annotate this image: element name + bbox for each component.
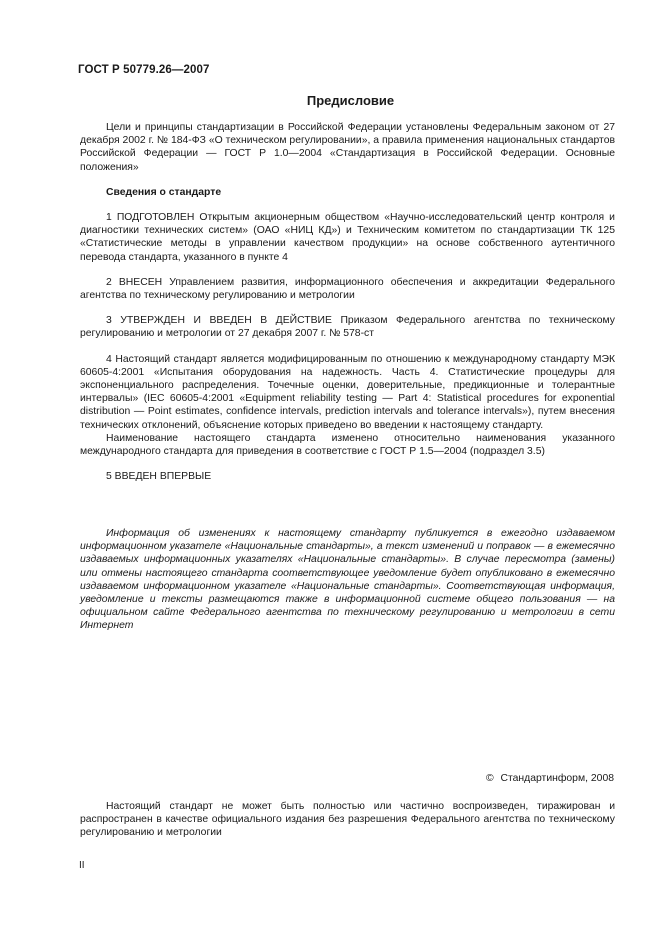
item-2-paragraph: 2 ВНЕСЕН Управлением развития, информационного обеспечения и аккредитации Федерального агентства по техническому регулированию и метрологии <box>80 276 615 302</box>
update-notice <box>80 527 615 633</box>
item-1-paragraph: 1 ПОДГОТОВЛЕН Открытым акционерным обществом «Научно-исследовательский центр контроля и диагностики технических систем» (ОАО «НИЦ КД») и Техническим комитетом по стандартизации ТК 125 «Статистические методы в управлении качеством продукции» на основе собственного аутентичного перевода стандарта, указанного в пункте 4 <box>80 212 615 263</box>
copyright-line <box>486 773 614 784</box>
page-title: Предисловие <box>306 93 395 108</box>
legal-notice <box>80 800 615 840</box>
item-3-paragraph: 3 УТВЕРЖДЕН И ВВЕДЕН В ДЕЙСТВИЕ Приказом Федерального агентства по техническому регулированию и метрологии от 27 декабря 2007 г. № 578-ст <box>80 315 615 340</box>
notice-paragraph: Информация об изменениях к настоящему стандарту публикуется в ежегодно издаваемом информационном указателе «Национальные стандарты», а текст изменений и поправок — в ежемесячно издаваемых информационных указателях «Национальные стандарты». В случае пересмотра (замены) или отмены настоящего стандарта соответствующее уведомление будет опубликовано в ежемесячно издаваемом информационном указателе «Национальные стандарты». Соответствующая информация, уведомление и тексты размещаются также в информационной системе общего пользования — на официальном сайте Федерального агентства по техническому регулированию и метрологии в сети Интернет <box>80 528 615 632</box>
legal-paragraph: Настоящий стандарт не может быть полностью или частично воспроизведен, тиражирован и распространен в качестве официального издания без разрешения Федерального агентства по техническому регулированию и метрологии <box>80 801 615 839</box>
section-heading: Сведения о стандарте <box>106 186 222 198</box>
page-number: II <box>79 860 85 871</box>
item-4-paragraph: 4 Настоящий стандарт является модифицированным по отношению к международному стандарту МЭК 60605-4:2001 «Испытания оборудования на надежность. Часть 4. Статистические процедуры для экспоненциального распределения. Точечные оценки, доверительные, предикционные и толерантные интервалы» (IEC 60605-4:2001 «Equipment reliability testing — Part 4: Statistical procedures for exponential distribution — Point estimates, confidence intervals, prediction intervals and tolerance intervals»), путем внесения технических отклонений, объяснение которых приведено во введении к настоящему стандарту. <box>80 353 615 431</box>
intro-paragraph: Цели и принципы стандартизации в Российской Федерации установлены Федеральным законом от 27 декабря 2002 г. № 184-ФЗ «О техническом регулировании», а правила применения национальных стандартов Российской Федерации — ГОСТ Р 1.0—2004 «Стандартизация в Российской Федерации. Основные положения» <box>80 122 615 173</box>
copyright-icon: © <box>485 773 494 784</box>
document-number-header: ГОСТ Р 50779.26—2007 <box>78 64 210 76</box>
foreword-body <box>80 121 615 483</box>
item-5-paragraph: 5 ВВЕДЕН ВПЕРВЫЕ <box>106 471 212 483</box>
copyright-text: Стандартинформ, 2008 <box>500 773 614 784</box>
item-4-continuation: Наименование настоящего стандарта изменено относительно наименования указанного международного стандарта для приведения в соответствие с ГОСТ Р 1.5—2004 (подраздел 3.5) <box>80 432 615 458</box>
